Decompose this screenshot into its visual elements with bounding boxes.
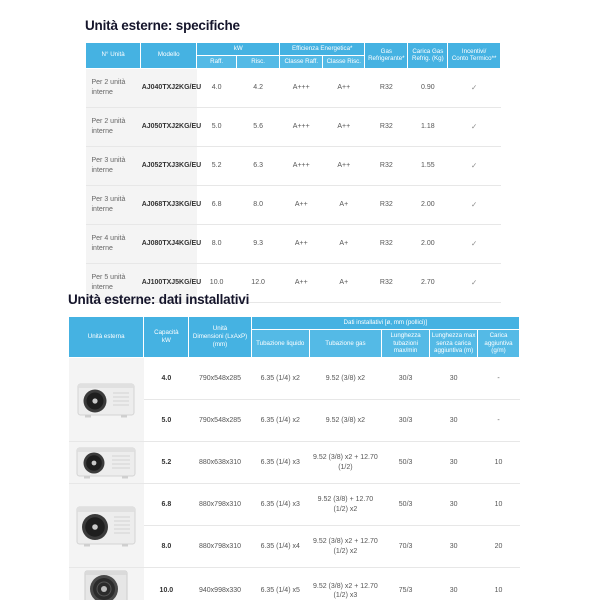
spec-table-row [86, 107, 501, 146]
cell-dimensioni: 790x548x285 [189, 358, 251, 400]
col-header-kw: kW [197, 43, 280, 56]
cell-raff: 4.0 [197, 68, 237, 107]
cell-carica-aggiuntiva: 20 [478, 526, 520, 568]
cell-raff: 5.0 [197, 107, 237, 146]
checkmark-icon: ✓ [448, 146, 501, 185]
cell-tubazione-liquido: 6.35 (1/4) x3 [251, 484, 309, 526]
col-header-raff: Raff. [197, 55, 237, 68]
cell-raff: 5.2 [197, 146, 237, 185]
col-header-tubazione-liquido: Tubazione liquido [251, 329, 309, 357]
cell-lunghezza-maxmin: 70/3 [381, 526, 429, 568]
cell-classe-risc: A+ [323, 185, 365, 224]
cell-gas: R32 [365, 146, 408, 185]
spec-table [85, 42, 501, 303]
checkmark-icon: ✓ [448, 224, 501, 263]
cell-n-unita: Per 4 unità interne [86, 224, 141, 263]
spec-table-row [86, 224, 501, 263]
cell-modello: AJ050TXJ2KG/EU [141, 107, 197, 146]
cell-lunghezza-maxmin: 75/3 [381, 568, 429, 600]
cell-n-unita: Per 2 unità interne [86, 107, 141, 146]
cell-risc: 8.0 [237, 185, 280, 224]
cell-tubazione-gas: 9.52 (3/8) x2 + 12.70 (1/2) x2 [309, 526, 381, 568]
cell-tubazione-gas: 9.52 (3/8) x2 + 12.70 (1/2) [309, 442, 381, 484]
cell-lunghezza-maxmin: 30/3 [381, 358, 429, 400]
cell-lunghezza-senza-carica: 30 [430, 358, 478, 400]
col-header-lunghezza-senza-carica: Lunghezza max senza carica aggiuntiva (m) [430, 329, 478, 357]
cell-n-unita: Per 2 unità interne [86, 68, 141, 107]
install-table-row [69, 358, 520, 400]
cell-classe-risc: A++ [323, 68, 365, 107]
cell-carica-aggiuntiva: - [478, 400, 520, 442]
cell-carica: 1.55 [408, 146, 448, 185]
cell-carica: 2.00 [408, 185, 448, 224]
col-header-dimensioni: Unità Dimensioni (LxAxP)(mm) [189, 317, 251, 358]
cell-raff: 10.0 [197, 263, 237, 302]
checkmark-icon: ✓ [448, 68, 501, 107]
cell-tubazione-liquido: 6.35 (1/4) x5 [251, 568, 309, 600]
cell-classe-raff: A+++ [280, 68, 323, 107]
cell-tubazione-gas: 9.52 (3/8) x2 [309, 400, 381, 442]
cell-classe-risc: A+ [323, 224, 365, 263]
cell-tubazione-gas: 9.52 (3/8) + 12.70 (1/2) x2 [309, 484, 381, 526]
col-header-tubazione-gas: Tubazione gas [309, 329, 381, 357]
cell-risc: 6.3 [237, 146, 280, 185]
cell-carica-aggiuntiva: 10 [478, 568, 520, 600]
cell-lunghezza-maxmin: 50/3 [381, 484, 429, 526]
cell-modello: AJ100TXJ5KG/EU [141, 263, 197, 302]
cell-carica: 2.00 [408, 224, 448, 263]
col-header-incentivi: Incentivi/ Conto Termico** [448, 43, 501, 69]
cell-classe-raff: A+++ [280, 146, 323, 185]
checkmark-icon: ✓ [448, 107, 501, 146]
cell-capacita: 8.0 [144, 526, 189, 568]
col-header-modello: Modello [141, 43, 197, 69]
cell-gas: R32 [365, 68, 408, 107]
checkmark-icon: ✓ [448, 263, 501, 302]
col-header-gas: Gas Refrigerante* [365, 43, 408, 69]
cell-lunghezza-senza-carica: 30 [430, 400, 478, 442]
cell-risc: 9.3 [237, 224, 280, 263]
col-header-lunghezza-maxmin: Lunghezza tubazioni max/min [381, 329, 429, 357]
cell-classe-raff: A++ [280, 185, 323, 224]
cell-dimensioni: 790x548x285 [189, 400, 251, 442]
cell-carica: 0.90 [408, 68, 448, 107]
col-header-unita-esterna: Unità esterna [69, 317, 144, 358]
install-table [68, 316, 520, 600]
cell-dimensioni: 880x638x310 [189, 442, 251, 484]
cell-capacita: 5.2 [144, 442, 189, 484]
cell-modello: AJ068TXJ3KG/EU [141, 185, 197, 224]
install-table-row [69, 484, 520, 526]
cell-classe-raff: A++ [280, 263, 323, 302]
cell-gas: R32 [365, 185, 408, 224]
cell-lunghezza-senza-carica: 30 [430, 442, 478, 484]
cell-gas: R32 [365, 263, 408, 302]
cell-tubazione-liquido: 6.35 (1/4) x4 [251, 526, 309, 568]
outdoor-unit-image [69, 568, 144, 600]
cell-lunghezza-senza-carica: 30 [430, 484, 478, 526]
cell-classe-risc: A++ [323, 107, 365, 146]
cell-n-unita: Per 3 unità interne [86, 185, 141, 224]
outdoor-unit-image [69, 484, 144, 568]
col-header-efficienza: Efficienza Energetica* [280, 43, 365, 56]
cell-lunghezza-senza-carica: 30 [430, 568, 478, 600]
cell-lunghezza-maxmin: 50/3 [381, 442, 429, 484]
spec-table-row [86, 146, 501, 185]
section-dati-installativi [68, 292, 520, 600]
col-header-dati-installativi: Dati installativi [ø, mm (pollici)] [251, 317, 519, 330]
cell-carica-aggiuntiva: - [478, 358, 520, 400]
cell-modello: AJ040TXJ2KG/EU [141, 68, 197, 107]
cell-tubazione-liquido: 6.35 (1/4) x3 [251, 442, 309, 484]
col-header-classe-risc: Classe Risc. [323, 55, 365, 68]
checkmark-icon: ✓ [448, 185, 501, 224]
cell-classe-raff: A++ [280, 224, 323, 263]
cell-tubazione-gas: 9.52 (3/8) x2 + 12.70 (1/2) x3 [309, 568, 381, 600]
cell-risc: 4.2 [237, 68, 280, 107]
install-table-row [69, 568, 520, 600]
cell-lunghezza-maxmin: 30/3 [381, 400, 429, 442]
cell-dimensioni: 880x798x310 [189, 526, 251, 568]
cell-carica: 2.70 [408, 263, 448, 302]
section-specifiche [85, 18, 501, 303]
cell-dimensioni: 880x798x310 [189, 484, 251, 526]
install-table-row [69, 442, 520, 484]
cell-carica-aggiuntiva: 10 [478, 442, 520, 484]
cell-modello: AJ052TXJ3KG/EU [141, 146, 197, 185]
cell-classe-risc: A+ [323, 263, 365, 302]
cell-capacita: 4.0 [144, 358, 189, 400]
col-header-n-unita: N° Unità [86, 43, 141, 69]
spec-table-row [86, 185, 501, 224]
spec-table-row [86, 68, 501, 107]
cell-carica: 1.18 [408, 107, 448, 146]
cell-risc: 12.0 [237, 263, 280, 302]
cell-capacita: 6.8 [144, 484, 189, 526]
cell-raff: 6.8 [197, 185, 237, 224]
col-header-carica-aggiuntiva: Carica aggiuntiva (g/m) [478, 329, 520, 357]
cell-tubazione-gas: 9.52 (3/8) x2 [309, 358, 381, 400]
cell-classe-risc: A++ [323, 146, 365, 185]
cell-capacita: 10.0 [144, 568, 189, 600]
cell-dimensioni: 940x998x330 [189, 568, 251, 600]
section-title-dati-installativi: Unità esterne: dati installativi [68, 292, 250, 307]
cell-modello: AJ080TXJ4KG/EU [141, 224, 197, 263]
outdoor-unit-image [69, 442, 144, 484]
col-header-capacita: Capacità kW [144, 317, 189, 358]
cell-risc: 5.6 [237, 107, 280, 146]
cell-lunghezza-senza-carica: 30 [430, 526, 478, 568]
cell-tubazione-liquido: 6.35 (1/4) x2 [251, 400, 309, 442]
outdoor-unit-image [69, 358, 144, 442]
cell-raff: 8.0 [197, 224, 237, 263]
col-header-classe-raff: Classe Raff. [280, 55, 323, 68]
cell-tubazione-liquido: 6.35 (1/4) x2 [251, 358, 309, 400]
col-header-risc: Risc. [237, 55, 280, 68]
section-title-specifiche: Unità esterne: specifiche [85, 18, 240, 33]
cell-gas: R32 [365, 224, 408, 263]
cell-n-unita: Per 5 unità interne [86, 263, 141, 302]
col-header-carica-gas: Carica Gas Refrig. (Kg) [408, 43, 448, 69]
cell-classe-raff: A+++ [280, 107, 323, 146]
cell-gas: R32 [365, 107, 408, 146]
cell-capacita: 5.0 [144, 400, 189, 442]
cell-n-unita: Per 3 unità interne [86, 146, 141, 185]
cell-carica-aggiuntiva: 10 [478, 484, 520, 526]
